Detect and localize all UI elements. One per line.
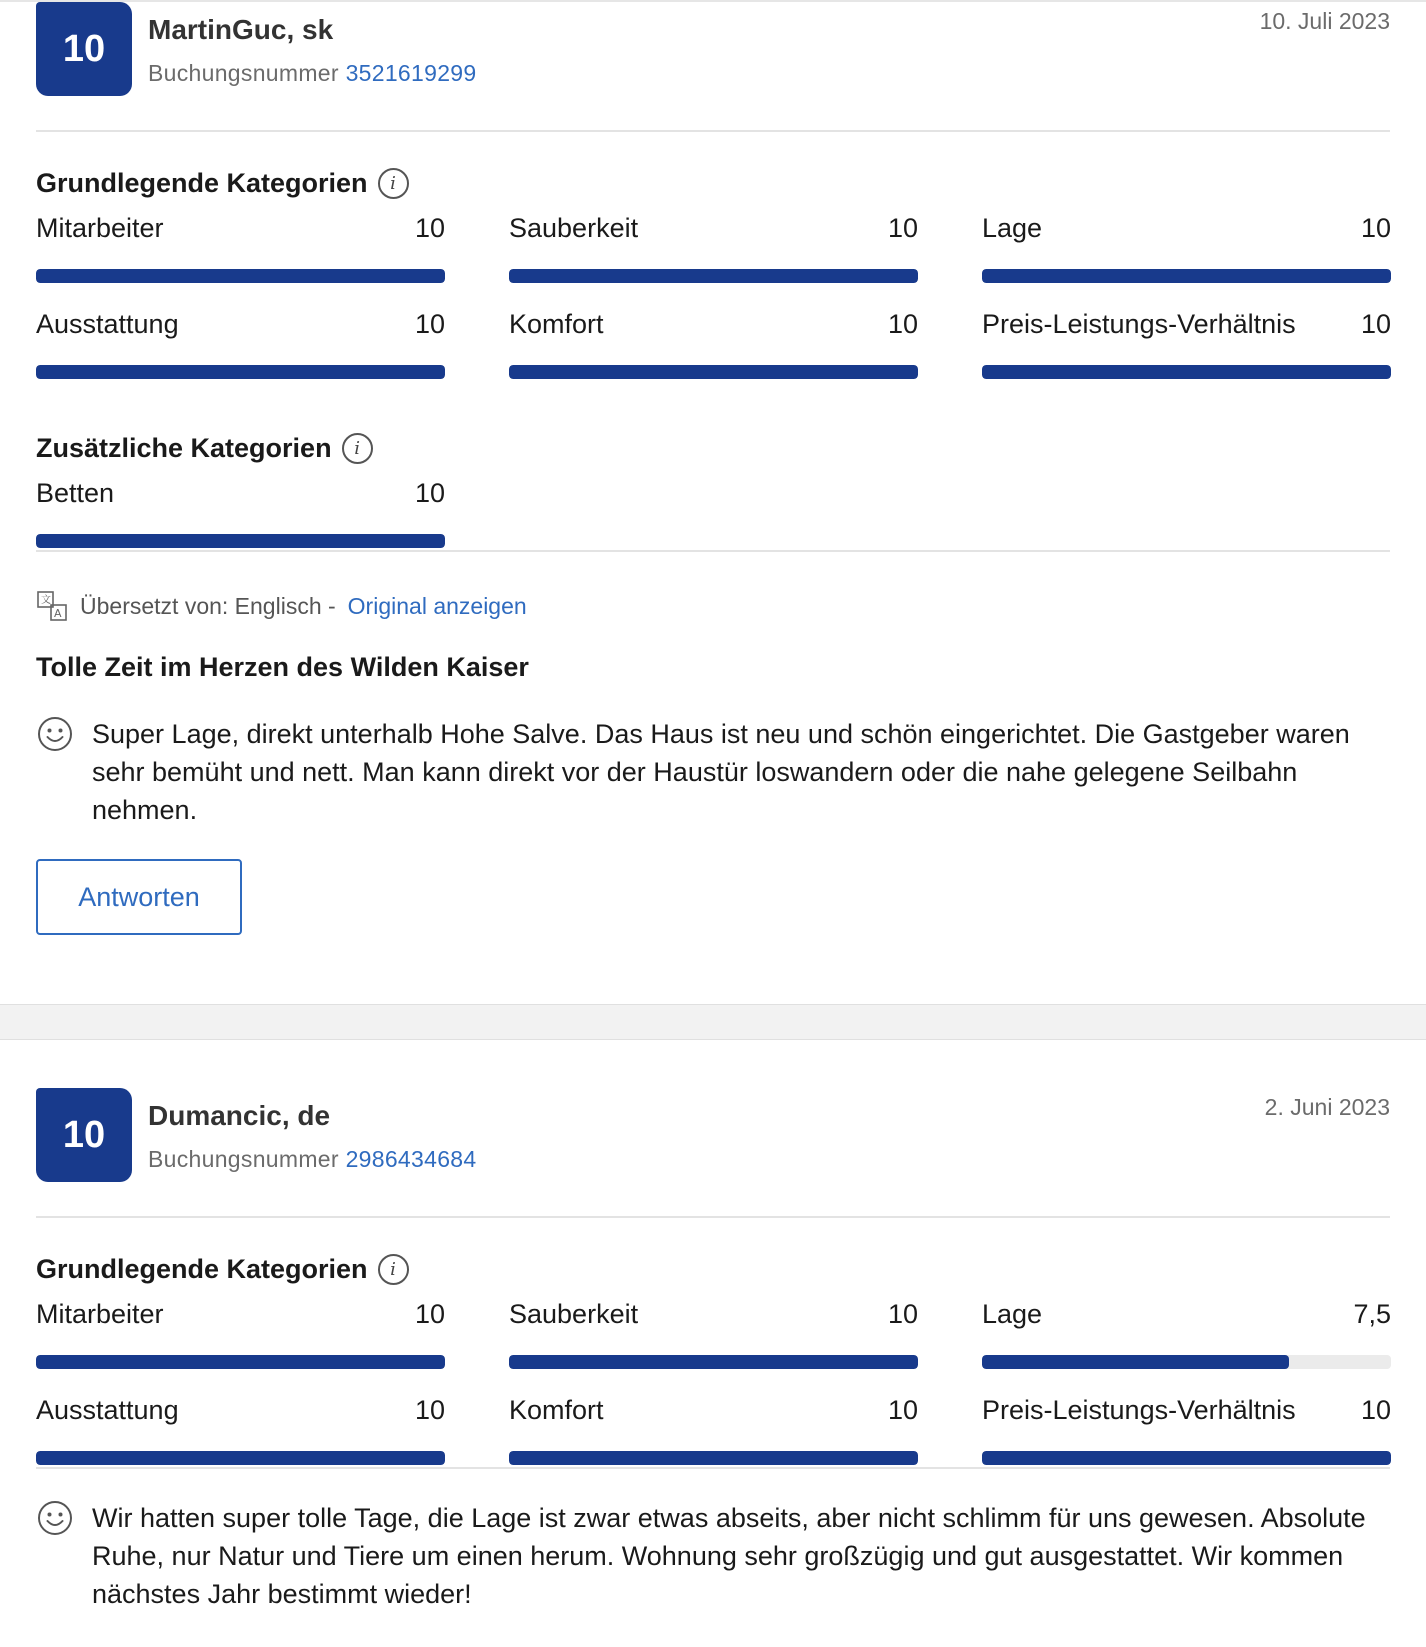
score-bar-fill bbox=[509, 269, 918, 283]
score-bar-fill bbox=[509, 1451, 918, 1465]
category-score bbox=[509, 301, 918, 397]
category-label: Preis-Leistungs-Verhältnis bbox=[982, 309, 1296, 339]
category-score bbox=[509, 1291, 918, 1387]
category-label: Lage bbox=[982, 213, 1043, 243]
review-card bbox=[36, 2, 1390, 935]
category-label: Ausstattung bbox=[36, 1395, 179, 1425]
divider bbox=[36, 1216, 1390, 1218]
review-header bbox=[36, 1088, 1390, 1184]
review-header bbox=[36, 2, 1390, 98]
info-icon[interactable]: i bbox=[378, 168, 409, 199]
category-score bbox=[36, 1387, 445, 1483]
basic-categories-grid bbox=[36, 205, 1390, 397]
guest-name: Dumancic, de bbox=[148, 1100, 331, 1131]
score-bar-track bbox=[982, 269, 1391, 283]
review-title: Tolle Zeit im Herzen des Wilden Kaiser bbox=[36, 652, 529, 682]
category-row bbox=[982, 1387, 1391, 1435]
category-value: 10 bbox=[414, 478, 445, 508]
category-label: Sauberkeit bbox=[509, 213, 639, 243]
info-icon[interactable]: i bbox=[378, 1254, 409, 1285]
score-bar-track bbox=[36, 1355, 445, 1369]
comment-text: Wir hatten super tolle Tage, die Lage ist zwar etwas abseits, aber nicht schlimm für uns gewesen. Absolute Ruhe, nur Natur und Tiere um einen herum. Wohnung sehr großzügig und gut ausgestattet. Wir kommen nächstes Jahr bestimmt wieder! bbox=[92, 1503, 1366, 1609]
score-bar-track bbox=[36, 1451, 445, 1465]
category-row bbox=[509, 205, 918, 253]
category-label: Betten bbox=[36, 478, 115, 508]
category-label: Sauberkeit bbox=[509, 1299, 639, 1329]
score-bar-fill bbox=[982, 1355, 1289, 1369]
score-bar-track bbox=[36, 269, 445, 283]
category-row bbox=[509, 1291, 918, 1339]
category-row bbox=[982, 301, 1391, 349]
category-value: 10 bbox=[414, 1299, 445, 1329]
info-icon[interactable]: i bbox=[342, 433, 373, 464]
smiley-icon bbox=[36, 715, 74, 753]
guest-name: MartinGuc, sk bbox=[148, 14, 334, 45]
reply-button[interactable]: Antworten bbox=[36, 859, 242, 935]
category-score bbox=[982, 205, 1391, 301]
category-value: 10 bbox=[887, 1299, 918, 1329]
category-row bbox=[36, 1387, 445, 1435]
category-row bbox=[36, 205, 445, 253]
score-bar-fill bbox=[509, 1355, 918, 1369]
category-value: 10 bbox=[1360, 213, 1391, 243]
category-score bbox=[36, 301, 445, 397]
booking-label: Buchungsnummer bbox=[148, 60, 339, 86]
section-title-text: Grundlegende Kategorien bbox=[36, 1254, 368, 1284]
category-label: Mitarbeiter bbox=[36, 1299, 164, 1329]
smiley-icon bbox=[36, 1499, 74, 1537]
review-date: 2. Juni 2023 bbox=[1264, 1094, 1390, 1120]
section-title-text: Grundlegende Kategorien bbox=[36, 168, 368, 198]
category-score bbox=[36, 1291, 445, 1387]
divider bbox=[36, 130, 1390, 132]
category-value: 10 bbox=[414, 213, 445, 243]
category-value: 10 bbox=[414, 1395, 445, 1425]
review-date: 10. Juli 2023 bbox=[1259, 8, 1390, 34]
score-bar-fill bbox=[509, 365, 918, 379]
score-bar-track bbox=[982, 1451, 1391, 1465]
score-bar-fill bbox=[982, 269, 1391, 283]
category-row bbox=[36, 301, 445, 349]
category-score bbox=[509, 1387, 918, 1483]
score-bar-fill bbox=[36, 1355, 445, 1369]
category-label: Preis-Leistungs-Verhältnis bbox=[982, 1395, 1296, 1425]
score-bar-fill bbox=[982, 365, 1391, 379]
booking-number bbox=[148, 1146, 476, 1173]
section-title-text: Zusätzliche Kategorien bbox=[36, 433, 332, 463]
svg-text:文: 文 bbox=[41, 595, 51, 606]
score-bar-track bbox=[509, 365, 918, 379]
category-label: Lage bbox=[982, 1299, 1043, 1329]
booking-id-link[interactable]: 2986434684 bbox=[345, 1146, 477, 1172]
category-row bbox=[509, 1387, 918, 1435]
svg-text:A: A bbox=[54, 607, 62, 620]
category-value: 7,5 bbox=[1353, 1299, 1391, 1329]
category-score bbox=[36, 205, 445, 301]
score-badge: 10 bbox=[36, 2, 132, 96]
category-label: Komfort bbox=[509, 1395, 604, 1425]
category-score bbox=[982, 1291, 1391, 1387]
score-bar-track bbox=[509, 1451, 918, 1465]
score-bar-fill bbox=[36, 269, 445, 283]
review-card bbox=[36, 1088, 1390, 1613]
category-value: 10 bbox=[1360, 309, 1391, 339]
category-value: 10 bbox=[887, 213, 918, 243]
show-original-link[interactable]: Original anzeigen bbox=[347, 592, 527, 619]
translate-icon bbox=[36, 590, 68, 622]
category-score bbox=[982, 301, 1391, 397]
category-row bbox=[982, 205, 1391, 253]
category-value: 10 bbox=[887, 309, 918, 339]
positive-comment bbox=[36, 715, 1390, 829]
category-value: 10 bbox=[1360, 1395, 1391, 1425]
category-value: 10 bbox=[887, 1395, 918, 1425]
score-bar-track bbox=[982, 365, 1391, 379]
score-bar-track bbox=[509, 269, 918, 283]
category-row bbox=[982, 1291, 1391, 1339]
category-score bbox=[36, 470, 445, 566]
review-separator-band bbox=[0, 1004, 1426, 1040]
category-score bbox=[982, 1387, 1391, 1483]
score-badge: 10 bbox=[36, 1088, 132, 1182]
score-bar-track bbox=[509, 1355, 918, 1369]
score-bar-fill bbox=[36, 534, 445, 548]
score-bar-fill bbox=[982, 1451, 1391, 1465]
category-row bbox=[36, 1291, 445, 1339]
score-bar-track bbox=[36, 534, 445, 548]
category-value: 10 bbox=[414, 309, 445, 339]
translation-note bbox=[36, 590, 1390, 622]
score-bar-track bbox=[982, 1355, 1391, 1369]
booking-number bbox=[148, 60, 476, 87]
category-label: Mitarbeiter bbox=[36, 213, 164, 243]
translated-from: Übersetzt von: Englisch - bbox=[80, 592, 336, 619]
positive-comment bbox=[36, 1499, 1390, 1613]
category-row bbox=[509, 301, 918, 349]
booking-id-link[interactable]: 3521619299 bbox=[345, 60, 477, 86]
category-row bbox=[36, 470, 445, 518]
score-bar-fill bbox=[36, 365, 445, 379]
basic-categories-title bbox=[36, 1254, 1390, 1285]
basic-categories-title bbox=[36, 168, 1390, 199]
category-label: Ausstattung bbox=[36, 309, 179, 339]
booking-label: Buchungsnummer bbox=[148, 1146, 339, 1172]
additional-categories-title bbox=[36, 433, 1390, 464]
basic-categories-grid bbox=[36, 1291, 1390, 1483]
score-bar-fill bbox=[36, 1451, 445, 1465]
category-label: Komfort bbox=[509, 309, 604, 339]
category-score bbox=[509, 205, 918, 301]
comment-text: Super Lage, direkt unterhalb Hohe Salve. Das Haus ist neu und schön eingerichtet. Die Gastgeber waren sehr bemüht und nett. Man kann direkt vor der Haustür loswandern oder die nahe gelegene Seilbahn nehmen. bbox=[92, 719, 1350, 825]
score-bar-track bbox=[36, 365, 445, 379]
